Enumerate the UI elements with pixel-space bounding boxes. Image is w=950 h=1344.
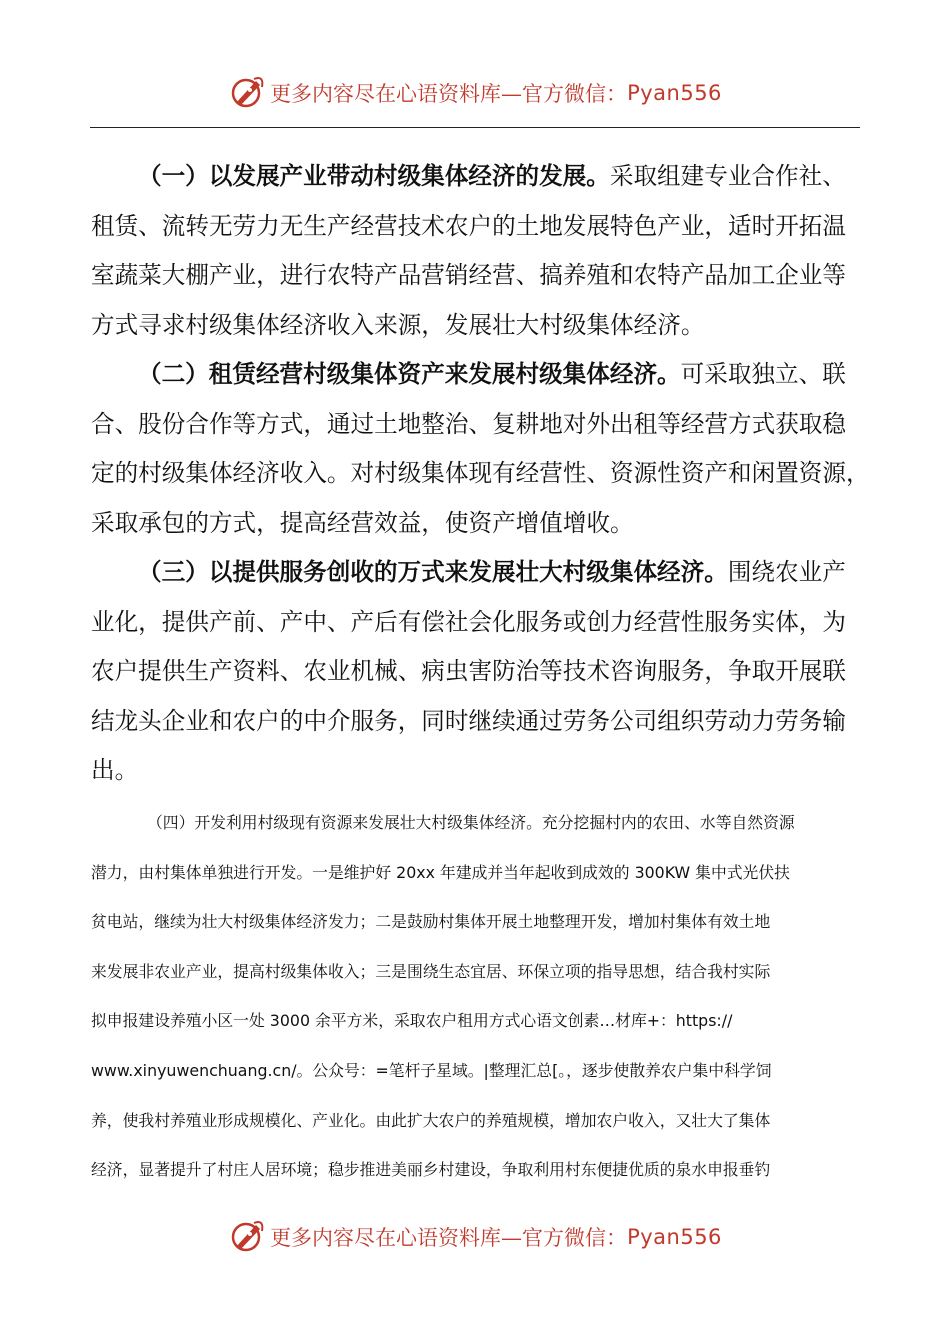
footer-banner-text: 更多内容尽在心语资料库—官方微信： — [270, 1226, 628, 1250]
section-3-heading: （三）以提供服务创收的万式来发展壮大村级集体经济。 — [138, 558, 728, 586]
section-4-line-5: 拟申报建设养殖小区一处 3000 余平方米，采取农户租用方式心语文创素…材库+：https:// — [91, 1011, 733, 1031]
footer-wechat-id: Pyan556 — [627, 1225, 722, 1249]
section-3-line-3: 农户提供生产资料、农业机械、病虫害防治等技术咨询服务，争取开展联 — [91, 657, 846, 685]
section-3-line-5: 出。 — [91, 756, 139, 784]
section-4-line-8: 经济，显著提升了村庄人居环境；稳步推进美丽乡村建设，争取利用村东便捷优质的泉水申报垂钓 — [91, 1160, 771, 1180]
pen-nib-logo-icon — [228, 1217, 268, 1257]
section-2-line-3: 定的村级集体经济收入。对村级集体现有经营性、资源性资产和闲置资源， — [91, 459, 870, 487]
section-1-line-1: （一）以发展产业带动村级集体经济的发展。采取组建专业合作社、 — [138, 162, 846, 190]
section-4-line-3: 贫电站，继续为壮大村级集体经济发力；二是鼓励村集体开展土地整理开发，增加村集体有效土地 — [91, 912, 771, 932]
section-3-line-1: （三）以提供服务创收的万式来发展壮大村级集体经济。围绕农业产 — [138, 558, 846, 586]
section-4-line-4: 来发展非农业产业，提高村级集体收入；三是围绕生态宜居、环保立项的指导思想，结合我村实际 — [91, 961, 771, 981]
section-3 — [91, 548, 861, 796]
section-1-line-2: 租赁、流转无劳力无生产经营技术农户的土地发展特色产业，适时开拓温 — [91, 211, 846, 240]
footer-banner — [0, 1212, 950, 1262]
section-2-line-4: 采取承包的方式，提高经营效益，使资产增值增收。 — [91, 508, 634, 537]
header-banner — [0, 68, 950, 118]
section-1-heading: （一）以发展产业带动村级集体经济的发展。 — [138, 162, 610, 190]
header-banner-text: 更多内容尽在心语资料库—官方微信： — [270, 82, 628, 106]
section-2-line-1: （二）租赁经营村级集体资产来发展村级集体经济。可采取独立、联 — [138, 360, 846, 388]
section-3-line-4: 结龙头企业和农户的中介服务，同时继续通过劳务公司组织劳动力劳务输 — [91, 706, 846, 735]
header-wechat-id: Pyan556 — [627, 81, 722, 105]
section-1-line-3: 室蔬菜大棚产业，进行农特产品营销经营、搞养殖和农特产品加工企业等 — [91, 261, 846, 289]
section-2 — [91, 350, 870, 548]
section-1 — [91, 152, 861, 350]
pen-nib-logo-icon — [228, 73, 268, 113]
section-4-line-6: www.xinyuwenchuang.cn/。公众号：=笔杆子星域。|整理汇总[。，逐步使散养农户集中科学饲 — [91, 1060, 772, 1080]
section-3-line-2: 业化，提供产前、产中、产后有偿社会化服务或创力经营性服务实体，为 — [91, 607, 846, 636]
section-2-line-2: 合、股份合作等方式，通过土地整治、复耕地对外出租等经营方式获取稳 — [91, 409, 846, 438]
header-divider — [90, 127, 860, 128]
section-4 — [91, 798, 861, 1195]
section-4-line-1: （四）开发利用村级现有资源来发展壮大村级集体经济。充分挖掘村内的农田、水等自然资源 — [147, 813, 795, 832]
section-2-heading: （二）租赁经营村级集体资产来发展村级集体经济。 — [138, 360, 681, 388]
section-4-line-2: 潜力，由村集体单独进行开发。一是维护好 20xx 年建成并当年起收到成效的 300KW 集中式光伏扶 — [91, 862, 790, 882]
section-1-line-4: 方式寻求村级集体经济收入来源，发展壮大村级集体经济。 — [91, 310, 705, 339]
section-4-line-7: 养，使我村养殖业形成规模化、产业化。由此扩大农户的养殖规模，增加农户收入，又壮大了集体 — [91, 1110, 771, 1130]
